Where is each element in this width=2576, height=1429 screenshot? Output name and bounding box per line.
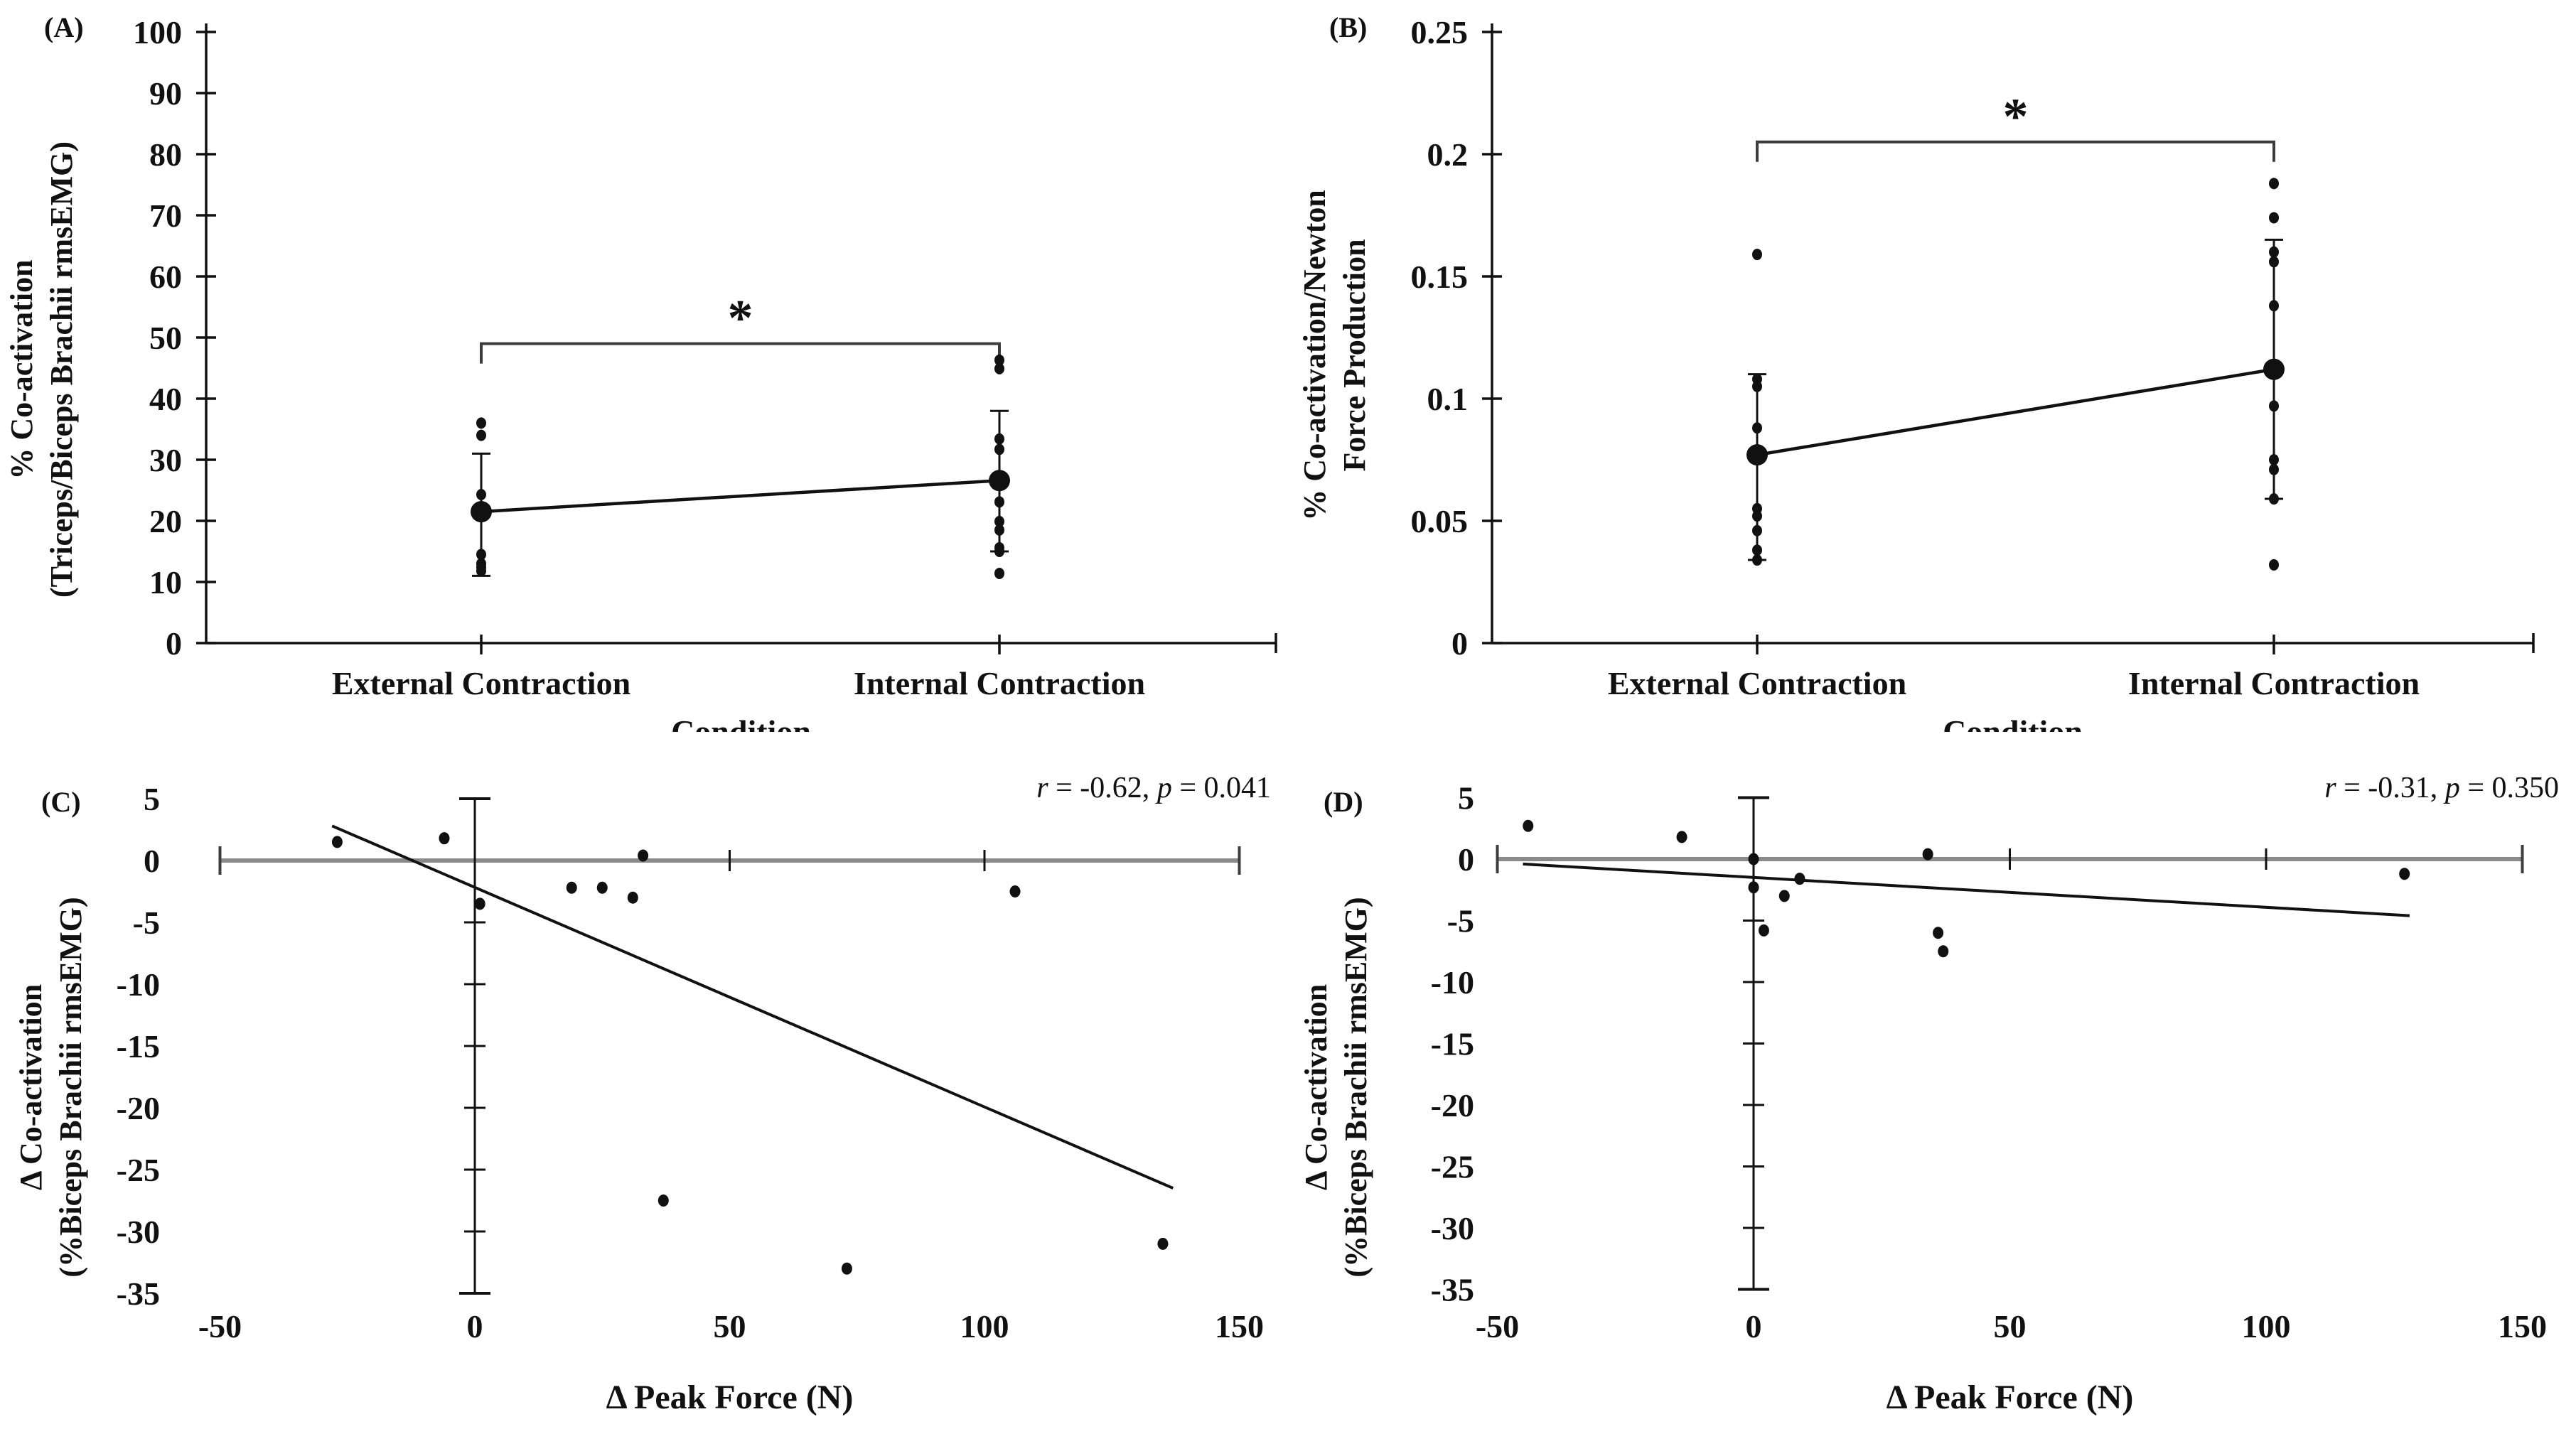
x-tick-label: 0 bbox=[466, 1308, 483, 1344]
y-axis-title-line: % Co-activation bbox=[4, 259, 39, 480]
y-tick-label: -5 bbox=[1447, 902, 1474, 939]
data-point bbox=[628, 892, 638, 904]
y-tick-label: 0.15 bbox=[1410, 259, 1468, 295]
significance-bracket bbox=[481, 344, 999, 364]
data-point bbox=[1157, 1238, 1168, 1250]
y-tick-label: -35 bbox=[116, 1276, 160, 1312]
data-point bbox=[2269, 559, 2279, 571]
y-tick-label: 60 bbox=[149, 259, 182, 295]
y-tick-label: 80 bbox=[149, 136, 182, 173]
data-point bbox=[476, 566, 486, 577]
y-tick-label: -25 bbox=[1430, 1148, 1474, 1185]
data-point bbox=[439, 832, 449, 844]
y-axis-title-line: % Co-activation/Newton bbox=[1297, 190, 1332, 521]
regression-line bbox=[332, 826, 1173, 1188]
y-tick-label: 0 bbox=[144, 843, 160, 879]
data-point bbox=[597, 882, 608, 894]
mean-trend-line bbox=[481, 480, 999, 512]
x-tick-label: 0 bbox=[1745, 1308, 1762, 1344]
y-axis-title-line: (%Biceps Brachii rmsEMG) bbox=[1338, 897, 1373, 1278]
y-axis-title-line: (Triceps/Biceps Brachii rmsEMG) bbox=[44, 141, 79, 598]
category-label: External Contraction bbox=[1607, 665, 1907, 701]
panel-label: (A) bbox=[44, 11, 84, 43]
data-point bbox=[2269, 454, 2279, 465]
x-tick-label: -50 bbox=[198, 1308, 242, 1344]
data-point bbox=[2269, 400, 2279, 411]
data-point bbox=[1752, 381, 1762, 392]
panel-a-coactivation-by-condition bbox=[0, 0, 1287, 735]
data-point bbox=[842, 1263, 852, 1275]
y-tick-label: -30 bbox=[1430, 1210, 1474, 1246]
data-point bbox=[658, 1195, 669, 1207]
significance-asterisk: * bbox=[727, 289, 753, 347]
y-tick-label: 0.1 bbox=[1427, 381, 1468, 417]
data-point bbox=[1752, 249, 1762, 260]
data-point bbox=[994, 443, 1004, 455]
data-point bbox=[1752, 422, 1762, 433]
stats-annotation: r = -0.31, p = 0.350 bbox=[2324, 772, 2559, 804]
y-tick-label: -10 bbox=[116, 966, 160, 1003]
y-tick-label: -20 bbox=[1430, 1087, 1474, 1123]
mean-point bbox=[1746, 444, 1768, 465]
data-point bbox=[1759, 924, 1769, 937]
data-point bbox=[2269, 212, 2279, 223]
y-axis-title-line: (%Biceps Brachii rmsEMG) bbox=[53, 897, 88, 1278]
data-point bbox=[1677, 831, 1687, 843]
data-point bbox=[1938, 945, 1948, 957]
x-tick-label: 50 bbox=[1993, 1308, 2027, 1344]
y-tick-label: 50 bbox=[149, 320, 182, 356]
data-point bbox=[476, 489, 486, 500]
data-point bbox=[1752, 554, 1762, 566]
panel-C-chart bbox=[0, 732, 1287, 1425]
y-tick-label: -15 bbox=[116, 1028, 160, 1064]
panel-c-delta-coactivation-vs-delta-peak-force bbox=[0, 732, 1287, 1429]
data-point bbox=[994, 433, 1004, 445]
data-point bbox=[1779, 890, 1790, 902]
y-tick-label: 5 bbox=[144, 781, 160, 817]
y-tick-label: -25 bbox=[116, 1152, 160, 1188]
panel-label: (C) bbox=[41, 786, 81, 818]
x-tick-label: 150 bbox=[2498, 1308, 2547, 1344]
y-tick-label: 0 bbox=[166, 625, 182, 662]
y-tick-label: 20 bbox=[149, 503, 182, 539]
y-tick-label: 100 bbox=[133, 14, 182, 50]
y-tick-label: -20 bbox=[116, 1090, 160, 1126]
y-tick-label: -15 bbox=[1430, 1025, 1474, 1062]
panel-D-chart bbox=[1289, 732, 2576, 1425]
data-point bbox=[2269, 256, 2279, 267]
data-point bbox=[1752, 544, 1762, 556]
y-tick-label: 0.2 bbox=[1427, 136, 1468, 173]
data-point bbox=[994, 363, 1004, 374]
data-point bbox=[1933, 927, 1943, 939]
stats-annotation: r = -0.62, p = 0.041 bbox=[1036, 772, 1271, 804]
data-point bbox=[2269, 464, 2279, 475]
significance-asterisk: * bbox=[2002, 87, 2029, 145]
y-tick-label: 30 bbox=[149, 442, 182, 478]
y-tick-label: 70 bbox=[149, 198, 182, 234]
panel-label: (D) bbox=[1324, 786, 1363, 818]
data-point bbox=[1749, 881, 1759, 893]
panel-A-chart bbox=[0, 0, 1287, 732]
mean-point bbox=[471, 501, 492, 522]
y-tick-label: -30 bbox=[116, 1214, 160, 1250]
data-point bbox=[1749, 853, 1759, 866]
y-axis-title-line: Δ Co-activation bbox=[1299, 983, 1333, 1191]
data-point bbox=[567, 882, 577, 894]
mean-trend-line bbox=[1757, 370, 2274, 455]
data-point bbox=[1010, 885, 1021, 897]
x-axis-title: Condition bbox=[671, 713, 811, 732]
data-point bbox=[1523, 820, 1533, 832]
regression-line bbox=[1523, 864, 2410, 916]
data-point bbox=[994, 496, 1004, 507]
data-point bbox=[2269, 493, 2279, 505]
data-point bbox=[1752, 510, 1762, 522]
data-point bbox=[1794, 873, 1805, 885]
x-tick-label: 100 bbox=[2241, 1308, 2291, 1344]
data-point bbox=[2269, 300, 2279, 311]
data-point bbox=[476, 430, 486, 441]
y-tick-label: 40 bbox=[149, 381, 182, 417]
y-tick-label: 5 bbox=[1458, 780, 1474, 816]
y-tick-label: 0.25 bbox=[1410, 14, 1468, 50]
y-tick-label: 0 bbox=[1451, 625, 1468, 662]
panel-B-chart bbox=[1289, 0, 2576, 732]
y-axis-title-line: Δ Co-activation bbox=[14, 983, 48, 1191]
data-point bbox=[475, 897, 485, 910]
data-point bbox=[1752, 525, 1762, 536]
y-axis-title-line: Force Production bbox=[1337, 239, 1372, 472]
data-point bbox=[476, 417, 486, 428]
data-point bbox=[332, 836, 343, 848]
y-tick-label: -10 bbox=[1430, 964, 1474, 1001]
significance-bracket bbox=[1757, 142, 2274, 162]
y-tick-label: 10 bbox=[149, 564, 182, 600]
data-point bbox=[2269, 178, 2279, 189]
y-tick-label: 0.05 bbox=[1410, 503, 1468, 539]
data-point bbox=[638, 850, 648, 862]
data-point bbox=[2399, 868, 2410, 880]
mean-point bbox=[2263, 359, 2285, 380]
y-tick-label: 90 bbox=[149, 75, 182, 112]
panel-label: (B) bbox=[1329, 11, 1368, 43]
x-tick-label: -50 bbox=[1475, 1308, 1520, 1344]
y-tick-label: -5 bbox=[132, 905, 160, 941]
mean-point bbox=[989, 470, 1010, 491]
data-point bbox=[994, 568, 1004, 579]
category-label: External Contraction bbox=[331, 665, 631, 701]
data-point bbox=[994, 524, 1004, 536]
data-point bbox=[1923, 848, 1933, 861]
y-tick-label: 0 bbox=[1458, 841, 1474, 878]
x-axis-title: Condition bbox=[1943, 713, 2083, 732]
category-label: Internal Contraction bbox=[2127, 665, 2420, 701]
y-tick-label: -35 bbox=[1430, 1271, 1474, 1308]
x-tick-label: 50 bbox=[713, 1308, 746, 1344]
x-axis-title: Δ Peak Force (N) bbox=[1886, 1379, 2134, 1416]
x-tick-label: 150 bbox=[1215, 1308, 1264, 1344]
data-point bbox=[2269, 247, 2279, 258]
panel-b-coactivation-per-newton-by-condition bbox=[1289, 0, 2576, 735]
panel-d-delta-coactivation-vs-delta-peak-force bbox=[1289, 732, 2576, 1429]
x-axis-title: Δ Peak Force (N) bbox=[606, 1379, 854, 1416]
data-point bbox=[994, 546, 1004, 557]
category-label: Internal Contraction bbox=[853, 665, 1146, 701]
x-tick-label: 100 bbox=[960, 1308, 1009, 1344]
